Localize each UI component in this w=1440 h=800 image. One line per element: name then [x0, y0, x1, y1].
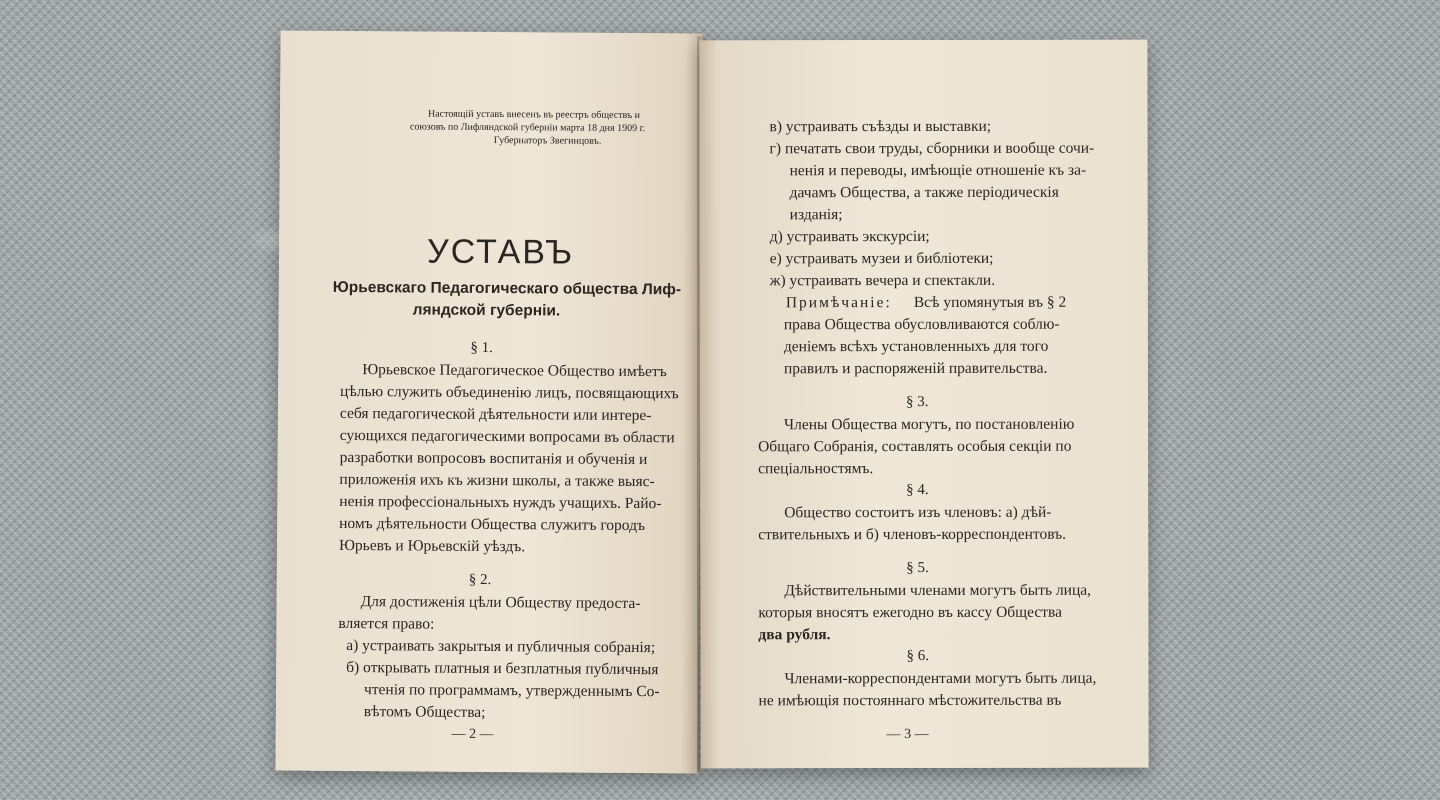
paragraph-line: Для достиженія цѣли Обществу предоста-	[360, 593, 641, 613]
list-item-continuation: ненія и переводы, имѣющіе отношеніе къ за-	[789, 161, 1087, 180]
note-line: Всѣ упомянутыя въ § 2	[913, 293, 1067, 312]
paragraph-line: спеціальностямъ.	[758, 460, 874, 478]
paragraph-line: номъ дѣятельности Общества служитъ городъ	[339, 514, 646, 535]
list-item-continuation: вѣтомъ Общества;	[363, 703, 486, 721]
rights-list-continued	[699, 40, 1147, 290]
left-page	[275, 31, 702, 774]
note-label: Примѣчаніе:	[785, 294, 892, 312]
paragraph-line: сующихся педагогическими вопросами въ области	[339, 426, 675, 447]
paragraph-line: себя педагогической дѣятельности или интере-	[339, 404, 652, 425]
note-line: правилъ и распоряженій правительства.	[783, 359, 1048, 378]
paragraph-line: Юрьевъ и Юрьевскій уѣздъ.	[338, 536, 526, 556]
list-item: б) открывать платныя и безплатныя публичныя	[346, 659, 659, 679]
paragraph-line: которыя вносятъ ежегодно въ кассу Общества	[758, 603, 1063, 622]
list-item-continuation: дачамъ Общества, а также періодическія	[789, 183, 1059, 202]
paragraph-line: Члены Общества могутъ, по постановленію	[784, 415, 1075, 434]
section-3-heading: § 3.	[905, 393, 929, 411]
registry-note-line: Настоящій уставъ внесенъ въ реестръ обществъ и	[427, 108, 641, 122]
section-4-heading: § 4.	[906, 481, 929, 499]
right-page	[699, 40, 1148, 769]
paragraph-line: не имѣющія постояннаго мѣстожительства въ	[758, 691, 1062, 710]
document-subtitle-line: ляндской губерніи.	[412, 301, 561, 320]
list-item: а) устраивать закрытыя и публичныя собранія;	[346, 637, 656, 657]
section-1-heading: § 1.	[470, 339, 493, 357]
registry-note-line: Губернаторъ Звегинцовъ.	[493, 135, 602, 147]
paragraph-line: ненія профессіональныхъ нуждъ учащихъ. Райо-	[339, 492, 662, 513]
paragraph-line: два рубля.	[758, 626, 831, 644]
list-item: ж) устраивать вечера и спектакли.	[769, 271, 996, 290]
section-2-heading: § 2.	[468, 571, 492, 589]
list-item-continuation: изданія;	[789, 206, 843, 224]
page-number: — 3 —	[886, 726, 929, 743]
paragraph-line: Общество состоитъ изъ членовъ: а) дѣй-	[784, 503, 1052, 522]
note-line: деніемъ всѣхъ установленныхъ для того	[783, 337, 1049, 356]
paragraph-line: приложенія ихъ къ жизни школы, а также выяс-	[339, 470, 655, 491]
paragraph-line: разработки вопросовъ воспитанія и обученія и	[339, 448, 648, 469]
note-line: права Общества обусловливаются соблю-	[783, 315, 1060, 334]
document-title: УСТАВЪ	[426, 232, 575, 272]
paragraph-line: Юрьевское Педагогическое Общество имѣетъ	[362, 361, 667, 381]
list-item: д) устраивать экскурсіи;	[769, 227, 930, 246]
section-5-heading: § 5.	[906, 559, 929, 577]
page-number: — 2 —	[451, 726, 494, 743]
section-6-heading: § 6.	[906, 647, 929, 665]
paragraph-line: ствительныхъ и б) членовъ-корреспондентовъ.	[758, 525, 1067, 544]
paragraph-line: Общаго Собранія, составлять особыя секціи по	[758, 437, 1072, 456]
paragraph-line: вляется право:	[338, 614, 435, 633]
registry-note-line: союзовъ по Лифляндской губерніи марта 18 дня 1909 г.	[409, 121, 646, 135]
document-subtitle-line: Юрьевскаго Педагогическаго общества Лиф-	[332, 278, 682, 299]
list-item: е) устраивать музеи и библіотеки;	[769, 249, 994, 268]
paragraph-line: Членами-корреспондентами могутъ быть лица,	[784, 669, 1097, 688]
paragraph-line: Дѣйствительными членами могутъ быть лица,	[784, 581, 1092, 600]
list-item-continuation: чтенія по программамъ, утвержденнымъ Со-	[363, 681, 660, 701]
paragraph-line: цѣлью служить объединенію лицъ, посвящающихъ	[340, 382, 679, 403]
list-item: в) устраивать съѣзды и выставки;	[769, 117, 992, 136]
list-item: г) печатать свои труды, сборники и вообще сочи-	[769, 139, 1095, 158]
